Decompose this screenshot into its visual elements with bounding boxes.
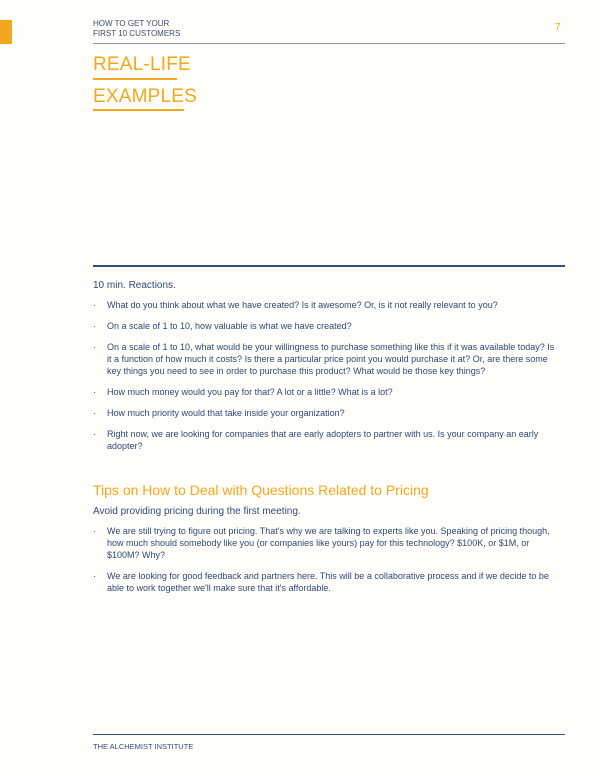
list-item: · Right now, we are looking for companies that are early adopters to partner with us. Is your company an early adopter?: [93, 428, 558, 452]
title-underline-1: [93, 78, 177, 80]
section-tab-marker: [0, 20, 12, 44]
pricing-list: [93, 525, 558, 594]
list-item: · On a scale of 1 to 10, what would be your willingness to purchase something like this if it was available today? Is it a function of how much it costs? Is there a particular price point you would purchase it at? Or, are there some key things you need to see in order to purchase this product? What would be those key things?: [93, 341, 558, 377]
pricing-section: [93, 506, 558, 603]
page-title-line-2: EXAMPLES: [93, 86, 198, 107]
list-item: · What do you think about what we have created? Is it awesome? Or, is it not really relevant to you?: [93, 299, 558, 311]
list-item: · We are still trying to figure out pricing. That's why we are talking to experts like you. Speaking of pricing though, how much should somebody like you (or companies like yours) pay for this technology? $100K, or $1M, or $100M? Why?: [93, 525, 558, 561]
header-line-1: HOW TO GET YOUR: [93, 19, 170, 28]
list-item: · On a scale of 1 to 10, how valuable is what we have created?: [93, 320, 558, 332]
pricing-heading: Tips on How to Deal with Questions Related to Pricing: [93, 482, 429, 498]
header-divider: [93, 43, 565, 44]
header-line-2: FIRST 10 CUSTOMERS: [93, 29, 181, 38]
pricing-lead: Avoid providing pricing during the first meeting.: [93, 506, 301, 517]
footer-divider: [93, 734, 565, 735]
reactions-list: [93, 299, 558, 452]
reactions-section: [93, 280, 558, 461]
list-item: · We are looking for good feedback and partners here. This will be a collaborative process and if we decide to be able to work together we'll make sure that it's affordable.: [93, 570, 558, 594]
list-item: · How much money would you pay for that? A lot or a little? What is a lot?: [93, 386, 558, 398]
title-underline-2: [93, 109, 184, 111]
list-item: · How much priority would that take inside your organization?: [93, 407, 558, 419]
page-number: 7: [555, 22, 561, 33]
reactions-lead: 10 min. Reactions.: [93, 280, 176, 291]
footer-text: THE ALCHEMIST INSTITUTE: [93, 742, 194, 751]
page-title-line-1: REAL-LIFE: [93, 54, 191, 75]
section-rule: [93, 265, 565, 267]
running-header: [93, 19, 180, 39]
